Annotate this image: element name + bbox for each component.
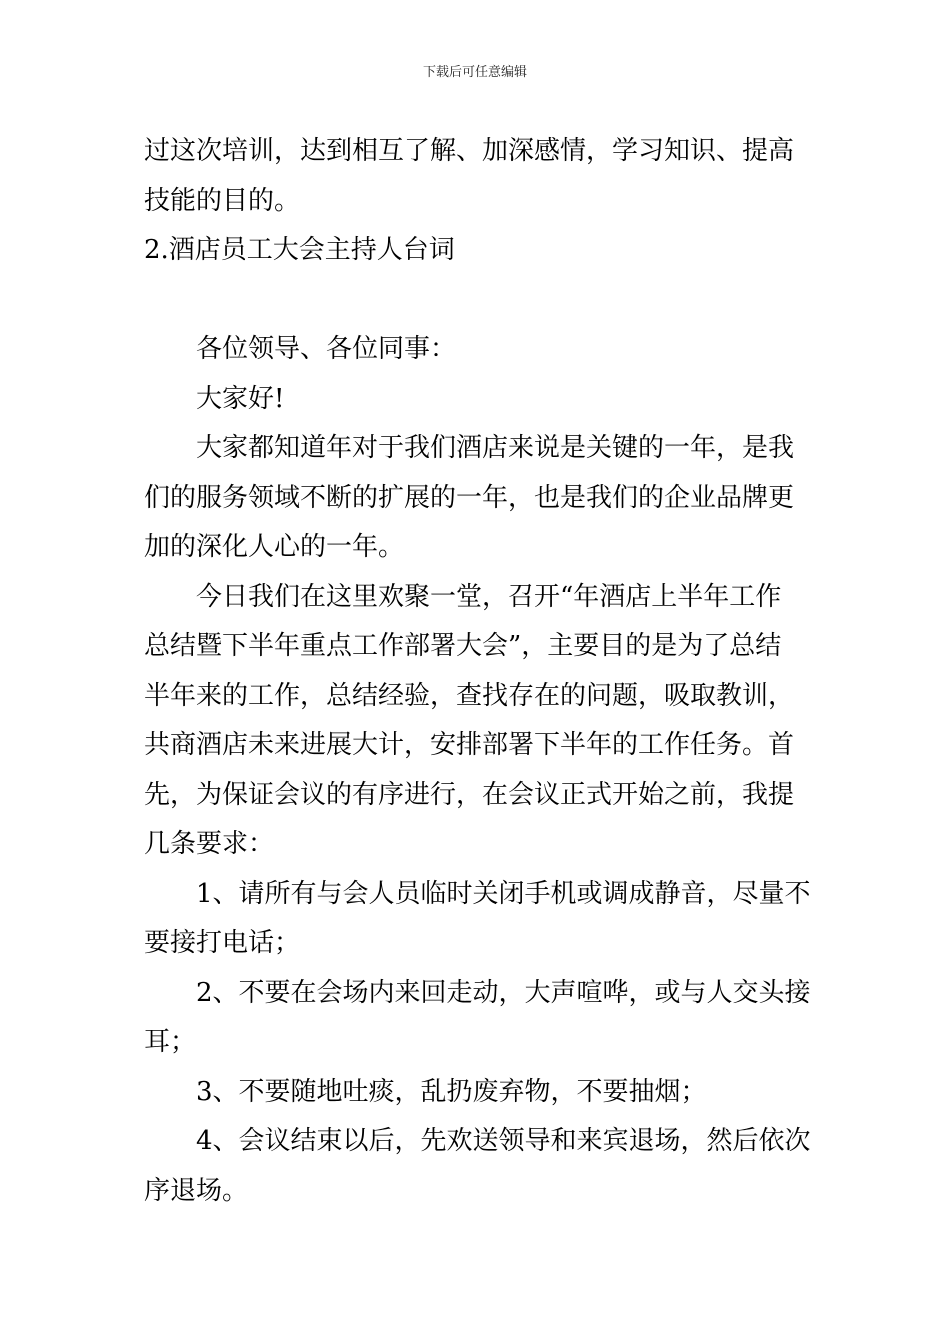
paragraph-line: 半年来的工作，总结经验，查找存在的问题，吸取教训， xyxy=(144,680,795,711)
list-item: 4、会议结束以后，先欢送领导和来宾退场，然后依次 xyxy=(196,1126,811,1156)
page-header: 下载后可任意编辑 xyxy=(422,65,527,80)
salutation: 各位领导、各位同事： xyxy=(196,334,457,364)
section-heading: 2.酒店员工大会主持人台词 xyxy=(144,235,455,265)
list-item-continuation: 序退场。 xyxy=(144,1175,249,1206)
paragraph-line: 总结暨下半年重点工作部署大会”，主要目的是为了总结 xyxy=(144,631,782,661)
list-item: 2、不要在会场内来回走动，大声喧哗，或与人交头接 xyxy=(196,977,811,1008)
paragraph-line: 今日我们在这里欢聚一堂，召开“年酒店上半年工作 xyxy=(196,581,782,612)
list-item: 3、不要随地吐痰，乱扔废弃物，不要抽烟； xyxy=(196,1076,707,1107)
paragraph-line: 几条要求： xyxy=(144,829,275,859)
greeting: 大家好! xyxy=(196,383,285,414)
blank-line xyxy=(144,276,806,326)
document-body xyxy=(144,127,811,1216)
paragraph-line: 加的深化人心的一年。 xyxy=(144,532,405,562)
paragraph-line: 先，为保证会议的有序进行，在会议正式开始之前，我提 xyxy=(144,779,795,810)
paragraph-line: 过这次培训，达到相互了解、加深感情，学习知识、提高 xyxy=(144,136,795,166)
list-item: 1、请所有与会人员临时关闭手机或调成静音，尽量不 xyxy=(196,878,811,909)
list-item-continuation: 耳； xyxy=(144,1027,197,1057)
list-item-continuation: 要接打电话； xyxy=(144,928,301,958)
paragraph-line: 技能的目的。 xyxy=(144,185,301,216)
paragraph-line: 共商酒店未来进展大计，安排部署下半年的工作任务。首 xyxy=(144,730,795,760)
paragraph-line: 们的服务领域不断的扩展的一年，也是我们的企业品牌更 xyxy=(144,482,795,513)
paragraph-line: 大家都知道年对于我们酒店来说是关键的一年，是我 xyxy=(196,433,795,463)
